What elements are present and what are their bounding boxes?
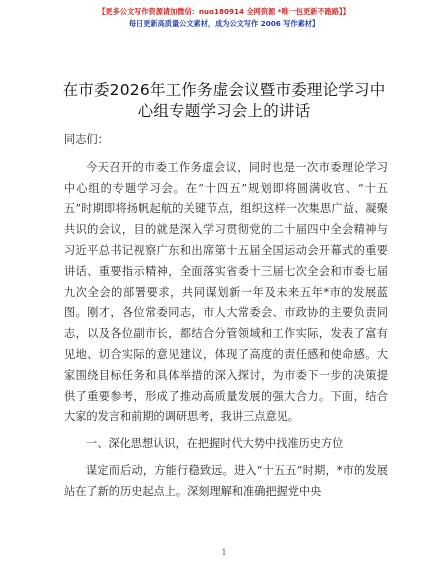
paragraph-section-1: 谋定而后动，方能行稳致远。进入“十五五”时期，*市的发展站在了新的历史起点上。深刻理解和准确把握党中央 xyxy=(64,463,388,498)
document-body xyxy=(64,130,388,503)
document-title xyxy=(40,80,408,122)
greeting: 同志们： xyxy=(64,133,109,146)
section-heading-1: 一、深化思想认识，在把握时代大势中找准历史方位 xyxy=(86,437,344,451)
document-title-line1: 在市委2026年工作务虚会议暨市委理论学习中 xyxy=(62,81,386,99)
document-title-line2: 心组专题学习会上的讲话 xyxy=(137,102,311,120)
promo-banner-line2: 每日更新高质量公文素材，成为公文写作 2006 写作素材】 xyxy=(128,19,320,28)
promo-banner xyxy=(0,6,448,30)
promo-banner-line1: 【更多公文写作资源请加微信：nuo180914 全网资源 *唯一包更新不跑路】】 xyxy=(98,7,350,16)
page-number: 1 xyxy=(221,548,227,557)
paragraph-intro: 今天召开的市委工作务虚会议，同时也是一次市委理论学习中心组的专题学习会。在“十四五”规划即将圆满收官、“十五五”时期即将扬帆起航的关键节点，组织这样一次集思广益、凝聚共识的会议，目的就是深入学习贯彻党的二十届四中全会精神与习近平总书记视察广东和出席第十五届全国运动会开幕式的重要讲话、重要指示精神，全面落实省委十三届七次全会和市委七届九次全会的部署要求，共同谋划新一年及未来五年*市的发展蓝图。刚才，各位常委同志，市人大常委会、市政协的主要负责同志，以及各位副市长，都结合分管领域和工作实际，发表了富有见地、切合实际的意见建议，体现了高度的责任感和使命感。大家围绕目标任务和具体举措的深入探讨，为市委下一步的决策提供了重要参考，形成了推动高质量发展的强大合力。下面，结合大家的发言和前期的调研思考，我讲三点意见。 xyxy=(64,160,388,424)
